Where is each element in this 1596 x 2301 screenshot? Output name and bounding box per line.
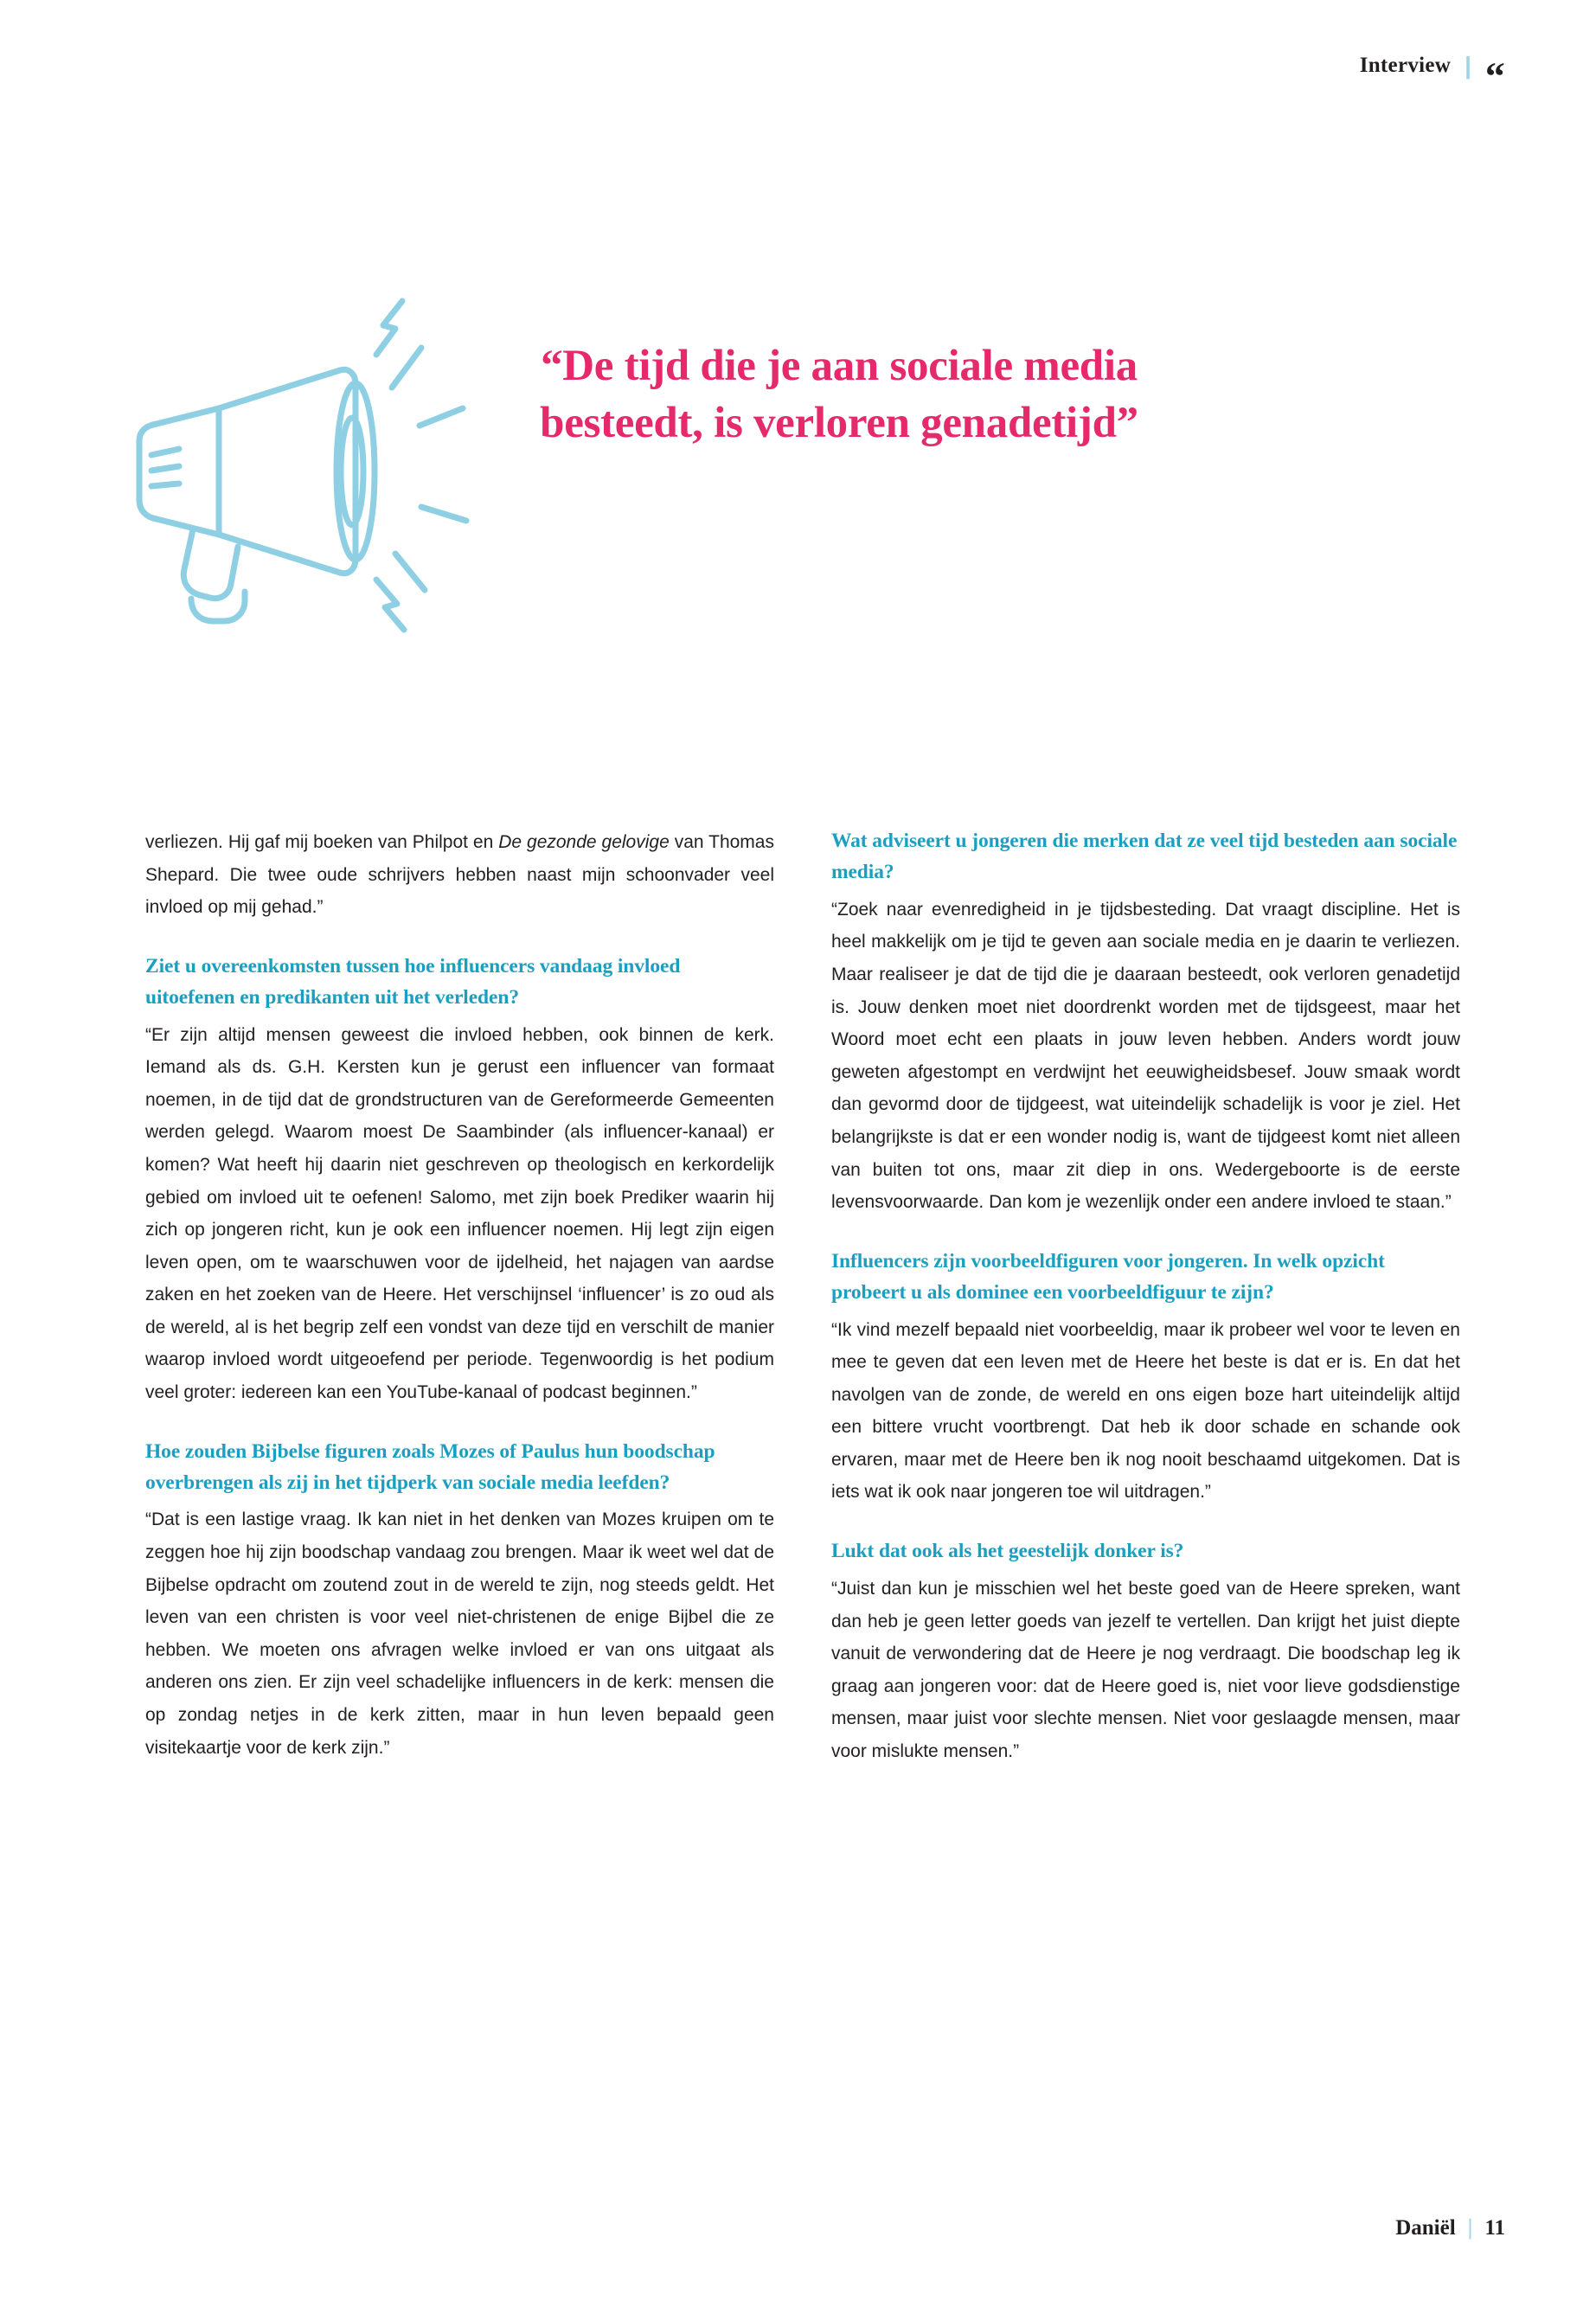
interview-question: Wat adviseert u jongeren die merken dat ze veel tijd besteden aan sociale media? — [831, 830, 1458, 883]
column-left — [145, 826, 774, 1790]
quote-mark-icon: ” — [1485, 40, 1505, 85]
magazine-title: Daniël — [1395, 2216, 1456, 2240]
paragraph: “Juist dan kun je misschien wel het beste goed van de Heere spreken, want dan heb je geen letter goeds van jezelf te vertellen. Dan krijgt het juist diepte vanuit de verwondering dat de Heere je nog verdraagt. Die boodschap leg ik graag aan jongeren voor: dat de Heere goed is, niet voor lieve godsdienstige mensen, maar juist voor slechte mensen. Niet voor geslaagde mensen, maar voor mislukte mensen.” — [831, 1579, 1460, 1761]
pull-quote-text: “De tijd die je aan sociale media besteedt, is verloren genadetijd” — [540, 342, 1138, 448]
paragraph: “Dat is een lastige vraag. Ik kan niet in het denken van Mozes kruipen om te zeggen hoe hij zijn boodschap vandaag zou brengen. Maar ik weet wel dat de Bijbelse opdracht om zoutend zout in de wereld te zijn, nog steeds geldt. Het leven van een christen is voor veel niet-christenen de enige Bijbel die ze hebben. We moeten ons afvragen welke invloed er van ons uitgaat als anderen ons zien. Er zijn veel schadelijke influencers in de kerk: mensen die op zondag netjes in de kerk zitten, maar in hun leven bepaald geen visitekaartje voor de kerk zijn.” — [145, 1509, 774, 1758]
paragraph: verliezen. Hij gaf mij boeken van Philpot en De gezonde gelovige van Thomas Shepard. Die twee oude schrijvers hebben naast mijn schoonvader veel invloed op mij gehad.” — [145, 832, 774, 918]
page-footer — [1395, 2214, 1505, 2240]
header-separator: | — [1465, 52, 1471, 79]
paragraph: “Er zijn altijd mensen geweest die invloed hebben, ook binnen de kerk. Iemand als ds. G.H. Kersten kun je gerust een influencer van formaat noemen, in de tijd dat de grondstructuren van de Gereformeerde Gemeenten werden gelegd. Waarom moest De Saambinder (als influencer-kanaal) er komen? Wat heeft hij daarin niet geschreven op theologisch en kerkordelijk gebied om invloed uit te oefenen! Salomo, met zijn boek Prediker waarin hij zich op jongeren richt, kun je ook een influencer noemen. Hij legt zijn eigen leven open, om te waarschuwen voor de ijdelheid, het najagen van aardse zaken en het zoeken van de Heere. Het verschijnsel ‘influencer’ is zo oud als de wereld, al is het begrip zelf een vondst van deze tijd en verschilt de manier waarop invloed wordt uitgeoefend per periode. Tegenwoordig is het podium veel groter: iedereen kan een YouTube-kanaal of podcast beginnen.” — [145, 1024, 774, 1402]
pull-quote-block — [104, 285, 1159, 657]
interview-question: Hoe zouden Bijbelse figuren zoals Mozes of Paulus hun boodschap overbrengen als zij in het tijdperk van sociale media leefden? — [145, 1439, 715, 1494]
article-body — [145, 826, 1460, 1790]
interview-question: Ziet u overeenkomsten tussen hoe influencers vandaag invloed uitoefenen en predikanten uit het verleden? — [145, 954, 681, 1009]
paragraph: “Ik vind mezelf bepaald niet voorbeeldig, maar ik probeer wel voor te leven en mee te geven dat een leven met de Heere het beste is dat er is. En dat het navolgen van de zonde, de wereld en ons eigen boze hart uiteindelijk altijd een bittere vrucht voortbrengt. Dat heb ik door schade en schande ook ervaren, maar met de Heere ben ik nog nooit beschaamd uitgekomen. Dat is iets wat ik ook naar jongeren toe wil uitdragen.” — [831, 1319, 1460, 1503]
page-header — [1359, 40, 1505, 85]
paragraph: “Zoek naar evenredigheid in je tijdsbesteding. Dat vraagt discipline. Het is heel makkelijk om je tijd te geven aan sociale media en je daarin te verliezen. Maar realiseer je dat de tijd die je daaraan besteedt, ook verloren genadetijd is. Jouw denken moet niet doordrenkt worden met de tijdsgeest, maar het Woord moet echt een plaats in jouw leven hebben. Anders wordt jouw geweten afgestompt en verdwijnt het eeuwigheidsbesef. Jouw smaak wordt dan gevormd door de tijdgeest, wat uiteindelijk schadelijk is voor je ziel. Het belangrijkste is dat er een wonder nodig is, want de tijdgeest komt niet alleen van buiten tot ons, maar zit diep in ons. Wedergeboorte is de eerste levensvoorwaarde. Dan kom je wezenlijk onder een andere invloed te staan.” — [831, 899, 1460, 1213]
column-right — [831, 826, 1460, 1790]
header-section-label: Interview — [1359, 54, 1452, 77]
interview-question: Lukt dat ook als het geestelijk donker is? — [831, 1540, 1184, 1563]
page-number: 11 — [1484, 2216, 1505, 2240]
footer-separator: | — [1467, 2214, 1473, 2240]
megaphone-icon — [117, 294, 523, 640]
interview-question: Influencers zijn voorbeeldfiguren voor jongeren. In welk opzicht probeert u als dominee een voorbeeldfiguur te zijn? — [831, 1249, 1385, 1304]
